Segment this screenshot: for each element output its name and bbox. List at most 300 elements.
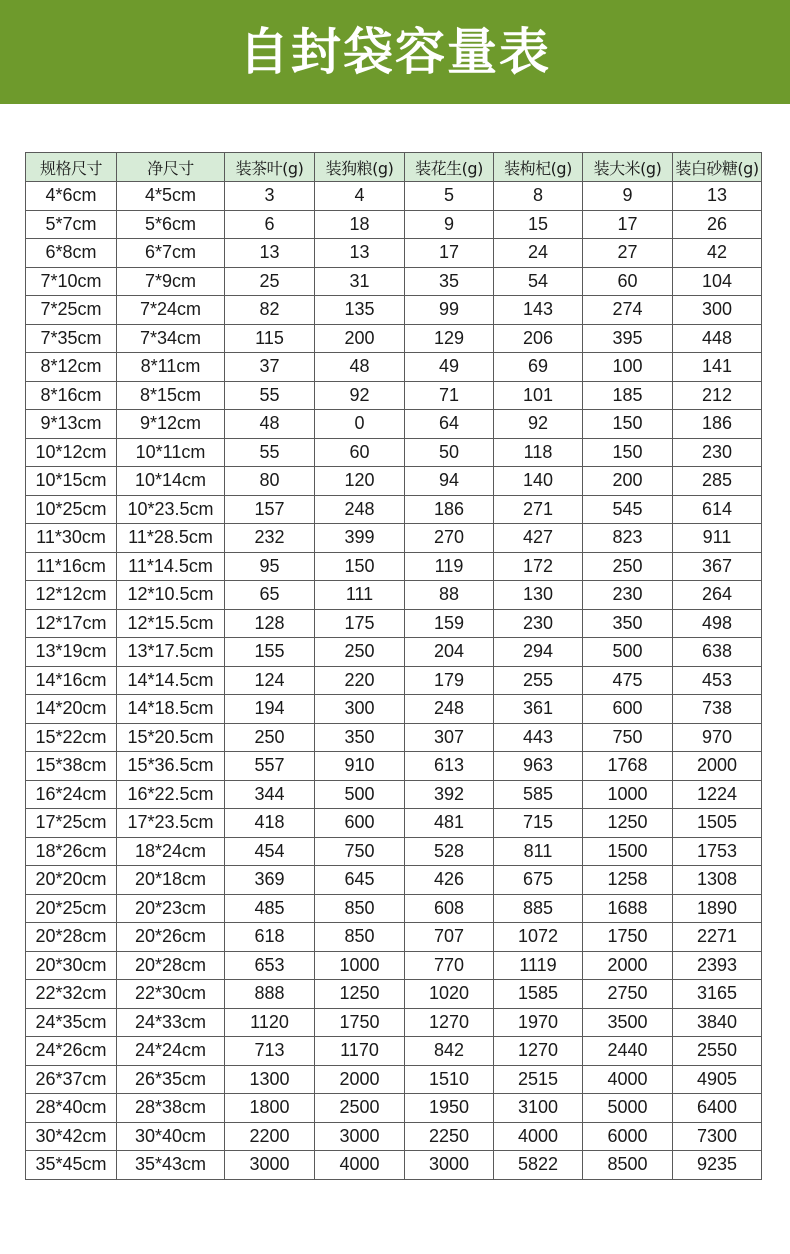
column-header: 装茶叶(g) (225, 153, 315, 182)
capacity-cell: 204 (405, 638, 494, 667)
table-row (26, 581, 762, 610)
capacity-cell: 653 (225, 951, 315, 980)
capacity-cell: 1120 (225, 1008, 315, 1037)
capacity-cell: 49 (405, 353, 494, 382)
capacity-cell: 9235 (673, 1151, 762, 1180)
capacity-cell: 60 (583, 267, 673, 296)
capacity-cell: 1000 (315, 951, 405, 980)
table-row (26, 353, 762, 382)
capacity-cell: 453 (673, 666, 762, 695)
net-size-cell: 8*11cm (117, 353, 225, 382)
column-header: 装枸杞(g) (494, 153, 583, 182)
capacity-cell: 3165 (673, 980, 762, 1009)
capacity-cell: 715 (494, 809, 583, 838)
capacity-cell: 250 (225, 723, 315, 752)
capacity-cell: 8500 (583, 1151, 673, 1180)
capacity-cell: 0 (315, 410, 405, 439)
capacity-cell: 2440 (583, 1037, 673, 1066)
capacity-cell: 528 (405, 837, 494, 866)
capacity-cell: 3000 (225, 1151, 315, 1180)
capacity-cell: 71 (405, 381, 494, 410)
capacity-cell: 6000 (583, 1122, 673, 1151)
capacity-cell: 2550 (673, 1037, 762, 1066)
net-size-cell: 8*15cm (117, 381, 225, 410)
capacity-cell: 130 (494, 581, 583, 610)
capacity-cell: 129 (405, 324, 494, 353)
capacity-cell: 485 (225, 894, 315, 923)
capacity-cell: 8 (494, 182, 583, 211)
net-size-cell: 20*26cm (117, 923, 225, 952)
capacity-cell: 395 (583, 324, 673, 353)
column-header: 装大米(g) (583, 153, 673, 182)
capacity-cell: 367 (673, 552, 762, 581)
capacity-cell: 24 (494, 239, 583, 268)
capacity-cell: 392 (405, 780, 494, 809)
table-row (26, 410, 762, 439)
capacity-cell: 37 (225, 353, 315, 382)
column-header: 装白砂糖(g) (673, 153, 762, 182)
capacity-cell: 5822 (494, 1151, 583, 1180)
table-body (26, 182, 762, 1180)
capacity-cell: 100 (583, 353, 673, 382)
net-size-cell: 7*34cm (117, 324, 225, 353)
net-size-cell: 12*15.5cm (117, 609, 225, 638)
spec-size-cell: 8*16cm (26, 381, 117, 410)
capacity-cell: 94 (405, 467, 494, 496)
net-size-cell: 30*40cm (117, 1122, 225, 1151)
net-size-cell: 12*10.5cm (117, 581, 225, 610)
capacity-cell: 638 (673, 638, 762, 667)
capacity-cell: 26 (673, 210, 762, 239)
capacity-cell: 143 (494, 296, 583, 325)
capacity-cell: 842 (405, 1037, 494, 1066)
capacity-cell: 31 (315, 267, 405, 296)
capacity-cell: 600 (583, 695, 673, 724)
capacity-cell: 4000 (315, 1151, 405, 1180)
capacity-cell: 118 (494, 438, 583, 467)
capacity-cell: 150 (583, 410, 673, 439)
capacity-cell: 92 (494, 410, 583, 439)
capacity-cell: 2000 (315, 1065, 405, 1094)
table-row (26, 267, 762, 296)
capacity-cell: 4 (315, 182, 405, 211)
net-size-cell: 20*28cm (117, 951, 225, 980)
net-size-cell: 13*17.5cm (117, 638, 225, 667)
table-row (26, 866, 762, 895)
table-row (26, 752, 762, 781)
capacity-cell: 4000 (583, 1065, 673, 1094)
capacity-cell: 48 (315, 353, 405, 382)
capacity-cell: 3000 (315, 1122, 405, 1151)
capacity-cell: 55 (225, 381, 315, 410)
capacity-cell: 2393 (673, 951, 762, 980)
capacity-cell: 54 (494, 267, 583, 296)
capacity-cell: 186 (673, 410, 762, 439)
net-size-cell: 9*12cm (117, 410, 225, 439)
capacity-cell: 155 (225, 638, 315, 667)
column-header: 装狗粮(g) (315, 153, 405, 182)
capacity-cell: 42 (673, 239, 762, 268)
net-size-cell: 14*14.5cm (117, 666, 225, 695)
capacity-cell: 270 (405, 524, 494, 553)
table-row (26, 1065, 762, 1094)
capacity-cell: 271 (494, 495, 583, 524)
capacity-cell: 2000 (583, 951, 673, 980)
capacity-cell: 9 (405, 210, 494, 239)
capacity-cell: 1020 (405, 980, 494, 1009)
capacity-cell: 50 (405, 438, 494, 467)
spec-size-cell: 13*19cm (26, 638, 117, 667)
column-header: 规格尺寸 (26, 153, 117, 182)
capacity-cell: 248 (405, 695, 494, 724)
table-row (26, 951, 762, 980)
capacity-cell: 770 (405, 951, 494, 980)
table-row (26, 210, 762, 239)
table-row (26, 1008, 762, 1037)
capacity-cell: 1072 (494, 923, 583, 952)
spec-size-cell: 9*13cm (26, 410, 117, 439)
capacity-cell: 115 (225, 324, 315, 353)
capacity-cell: 307 (405, 723, 494, 752)
capacity-cell: 911 (673, 524, 762, 553)
table-row (26, 182, 762, 211)
net-size-cell: 18*24cm (117, 837, 225, 866)
capacity-cell: 481 (405, 809, 494, 838)
net-size-cell: 15*20.5cm (117, 723, 225, 752)
spec-size-cell: 20*20cm (26, 866, 117, 895)
net-size-cell: 28*38cm (117, 1094, 225, 1123)
table-row (26, 723, 762, 752)
capacity-cell: 250 (583, 552, 673, 581)
capacity-cell: 750 (315, 837, 405, 866)
capacity-cell: 738 (673, 695, 762, 724)
capacity-cell: 13 (315, 239, 405, 268)
capacity-cell: 1170 (315, 1037, 405, 1066)
capacity-cell: 475 (583, 666, 673, 695)
spec-size-cell: 24*26cm (26, 1037, 117, 1066)
capacity-cell: 1250 (315, 980, 405, 1009)
capacity-cell: 811 (494, 837, 583, 866)
net-size-cell: 10*23.5cm (117, 495, 225, 524)
spec-size-cell: 7*10cm (26, 267, 117, 296)
capacity-cell: 92 (315, 381, 405, 410)
capacity-cell: 3000 (405, 1151, 494, 1180)
capacity-cell: 1500 (583, 837, 673, 866)
capacity-cell: 3840 (673, 1008, 762, 1037)
capacity-cell: 141 (673, 353, 762, 382)
capacity-cell: 6400 (673, 1094, 762, 1123)
capacity-cell: 399 (315, 524, 405, 553)
capacity-cell: 344 (225, 780, 315, 809)
capacity-cell: 498 (673, 609, 762, 638)
capacity-cell: 585 (494, 780, 583, 809)
capacity-cell: 1300 (225, 1065, 315, 1094)
capacity-cell: 150 (583, 438, 673, 467)
net-size-cell: 15*36.5cm (117, 752, 225, 781)
capacity-cell: 608 (405, 894, 494, 923)
capacity-cell: 82 (225, 296, 315, 325)
capacity-cell: 885 (494, 894, 583, 923)
capacity-cell: 614 (673, 495, 762, 524)
spec-size-cell: 5*7cm (26, 210, 117, 239)
capacity-cell: 18 (315, 210, 405, 239)
capacity-cell: 60 (315, 438, 405, 467)
capacity-cell: 2271 (673, 923, 762, 952)
spec-size-cell: 28*40cm (26, 1094, 117, 1123)
capacity-cell: 9 (583, 182, 673, 211)
spec-size-cell: 24*35cm (26, 1008, 117, 1037)
spec-size-cell: 12*17cm (26, 609, 117, 638)
capacity-cell: 230 (583, 581, 673, 610)
spec-size-cell: 10*12cm (26, 438, 117, 467)
net-size-cell: 14*18.5cm (117, 695, 225, 724)
capacity-cell: 448 (673, 324, 762, 353)
spec-size-cell: 10*25cm (26, 495, 117, 524)
net-size-cell: 35*43cm (117, 1151, 225, 1180)
capacity-cell: 454 (225, 837, 315, 866)
capacity-cell: 17 (583, 210, 673, 239)
capacity-cell: 250 (315, 638, 405, 667)
table-row (26, 239, 762, 268)
capacity-cell: 64 (405, 410, 494, 439)
table-row (26, 1151, 762, 1180)
table-row (26, 296, 762, 325)
capacity-cell: 25 (225, 267, 315, 296)
net-size-cell: 26*35cm (117, 1065, 225, 1094)
table-header-row (26, 153, 762, 182)
capacity-cell: 55 (225, 438, 315, 467)
spec-size-cell: 10*15cm (26, 467, 117, 496)
capacity-cell: 1000 (583, 780, 673, 809)
table-row (26, 780, 762, 809)
capacity-cell: 65 (225, 581, 315, 610)
capacity-cell: 1224 (673, 780, 762, 809)
capacity-cell: 1750 (315, 1008, 405, 1037)
capacity-cell: 294 (494, 638, 583, 667)
page-title: 自封袋容量表 (239, 23, 551, 81)
capacity-cell: 4000 (494, 1122, 583, 1151)
capacity-cell: 1119 (494, 951, 583, 980)
capacity-cell: 2500 (315, 1094, 405, 1123)
capacity-cell: 1688 (583, 894, 673, 923)
capacity-cell: 27 (583, 239, 673, 268)
capacity-table (25, 152, 762, 1180)
capacity-cell: 101 (494, 381, 583, 410)
capacity-cell: 175 (315, 609, 405, 638)
table-row (26, 495, 762, 524)
capacity-cell: 823 (583, 524, 673, 553)
capacity-cell: 1950 (405, 1094, 494, 1123)
capacity-cell: 232 (225, 524, 315, 553)
capacity-cell: 99 (405, 296, 494, 325)
capacity-cell: 2515 (494, 1065, 583, 1094)
capacity-cell: 194 (225, 695, 315, 724)
capacity-cell: 104 (673, 267, 762, 296)
spec-size-cell: 30*42cm (26, 1122, 117, 1151)
capacity-cell: 35 (405, 267, 494, 296)
capacity-cell: 17 (405, 239, 494, 268)
table-row (26, 552, 762, 581)
table-row (26, 666, 762, 695)
capacity-cell: 970 (673, 723, 762, 752)
capacity-cell: 1270 (405, 1008, 494, 1037)
capacity-cell: 963 (494, 752, 583, 781)
capacity-cell: 1308 (673, 866, 762, 895)
capacity-cell: 675 (494, 866, 583, 895)
net-size-cell: 20*23cm (117, 894, 225, 923)
capacity-cell: 2750 (583, 980, 673, 1009)
table-row (26, 923, 762, 952)
capacity-cell: 264 (673, 581, 762, 610)
capacity-cell: 713 (225, 1037, 315, 1066)
net-size-cell: 20*18cm (117, 866, 225, 895)
spec-size-cell: 11*30cm (26, 524, 117, 553)
net-size-cell: 6*7cm (117, 239, 225, 268)
table-row (26, 1094, 762, 1123)
capacity-cell: 350 (315, 723, 405, 752)
table-row (26, 467, 762, 496)
capacity-cell: 1258 (583, 866, 673, 895)
capacity-cell: 2000 (673, 752, 762, 781)
capacity-cell: 1510 (405, 1065, 494, 1094)
capacity-cell: 426 (405, 866, 494, 895)
column-header: 净尺寸 (117, 153, 225, 182)
capacity-cell: 120 (315, 467, 405, 496)
capacity-cell: 248 (315, 495, 405, 524)
spec-size-cell: 26*37cm (26, 1065, 117, 1094)
net-size-cell: 7*24cm (117, 296, 225, 325)
spec-size-cell: 14*20cm (26, 695, 117, 724)
capacity-cell: 95 (225, 552, 315, 581)
capacity-cell: 707 (405, 923, 494, 952)
spec-size-cell: 8*12cm (26, 353, 117, 382)
capacity-cell: 1250 (583, 809, 673, 838)
capacity-cell: 557 (225, 752, 315, 781)
capacity-cell: 3100 (494, 1094, 583, 1123)
capacity-cell: 1970 (494, 1008, 583, 1037)
capacity-cell: 150 (315, 552, 405, 581)
spec-size-cell: 17*25cm (26, 809, 117, 838)
spec-size-cell: 15*38cm (26, 752, 117, 781)
capacity-cell: 500 (583, 638, 673, 667)
capacity-cell: 7300 (673, 1122, 762, 1151)
capacity-cell: 1505 (673, 809, 762, 838)
capacity-cell: 135 (315, 296, 405, 325)
spec-size-cell: 35*45cm (26, 1151, 117, 1180)
capacity-cell: 200 (583, 467, 673, 496)
net-size-cell: 10*11cm (117, 438, 225, 467)
capacity-cell: 888 (225, 980, 315, 1009)
capacity-cell: 80 (225, 467, 315, 496)
net-size-cell: 24*33cm (117, 1008, 225, 1037)
capacity-cell: 369 (225, 866, 315, 895)
capacity-cell: 88 (405, 581, 494, 610)
capacity-cell: 255 (494, 666, 583, 695)
spec-size-cell: 20*25cm (26, 894, 117, 923)
table-row (26, 837, 762, 866)
capacity-cell: 850 (315, 894, 405, 923)
capacity-cell: 3 (225, 182, 315, 211)
title-banner (0, 0, 790, 104)
table-row (26, 324, 762, 353)
capacity-cell: 418 (225, 809, 315, 838)
capacity-cell: 200 (315, 324, 405, 353)
capacity-cell: 1585 (494, 980, 583, 1009)
net-size-cell: 11*14.5cm (117, 552, 225, 581)
net-size-cell: 24*24cm (117, 1037, 225, 1066)
capacity-cell: 850 (315, 923, 405, 952)
table-row (26, 1122, 762, 1151)
table-row (26, 1037, 762, 1066)
capacity-cell: 220 (315, 666, 405, 695)
capacity-cell: 1270 (494, 1037, 583, 1066)
capacity-cell: 230 (673, 438, 762, 467)
capacity-cell: 15 (494, 210, 583, 239)
table-row (26, 638, 762, 667)
capacity-cell: 5000 (583, 1094, 673, 1123)
spec-size-cell: 4*6cm (26, 182, 117, 211)
capacity-cell: 500 (315, 780, 405, 809)
table-row (26, 809, 762, 838)
capacity-cell: 4905 (673, 1065, 762, 1094)
capacity-cell: 185 (583, 381, 673, 410)
capacity-cell: 1800 (225, 1094, 315, 1123)
capacity-cell: 427 (494, 524, 583, 553)
capacity-cell: 350 (583, 609, 673, 638)
net-size-cell: 10*14cm (117, 467, 225, 496)
capacity-cell: 1753 (673, 837, 762, 866)
capacity-cell: 13 (673, 182, 762, 211)
capacity-cell: 1750 (583, 923, 673, 952)
capacity-cell: 124 (225, 666, 315, 695)
capacity-cell: 69 (494, 353, 583, 382)
capacity-cell: 13 (225, 239, 315, 268)
table-row (26, 381, 762, 410)
capacity-cell: 111 (315, 581, 405, 610)
spec-size-cell: 11*16cm (26, 552, 117, 581)
capacity-cell: 140 (494, 467, 583, 496)
capacity-cell: 6 (225, 210, 315, 239)
column-header: 装花生(g) (405, 153, 494, 182)
spec-size-cell: 6*8cm (26, 239, 117, 268)
net-size-cell: 16*22.5cm (117, 780, 225, 809)
spec-size-cell: 7*35cm (26, 324, 117, 353)
capacity-cell: 206 (494, 324, 583, 353)
capacity-cell: 1890 (673, 894, 762, 923)
table-row (26, 609, 762, 638)
table-row (26, 524, 762, 553)
spec-size-cell: 20*30cm (26, 951, 117, 980)
net-size-cell: 22*30cm (117, 980, 225, 1009)
capacity-cell: 300 (673, 296, 762, 325)
spec-size-cell: 18*26cm (26, 837, 117, 866)
capacity-cell: 361 (494, 695, 583, 724)
table-row (26, 894, 762, 923)
spec-size-cell: 15*22cm (26, 723, 117, 752)
capacity-cell: 600 (315, 809, 405, 838)
spec-size-cell: 7*25cm (26, 296, 117, 325)
capacity-cell: 750 (583, 723, 673, 752)
capacity-cell: 3500 (583, 1008, 673, 1037)
capacity-cell: 172 (494, 552, 583, 581)
net-size-cell: 4*5cm (117, 182, 225, 211)
capacity-cell: 545 (583, 495, 673, 524)
capacity-cell: 2250 (405, 1122, 494, 1151)
capacity-cell: 618 (225, 923, 315, 952)
capacity-cell: 285 (673, 467, 762, 496)
capacity-cell: 300 (315, 695, 405, 724)
capacity-cell: 48 (225, 410, 315, 439)
